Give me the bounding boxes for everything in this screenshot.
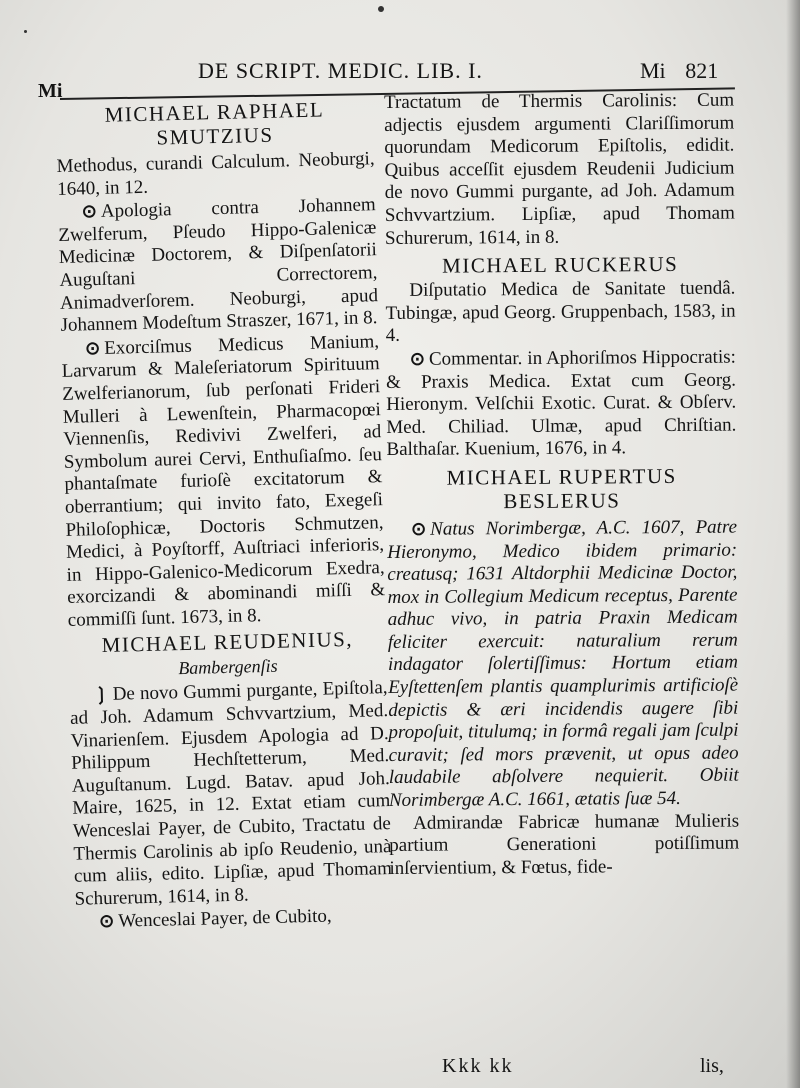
entry-paragraph xyxy=(61,330,386,632)
section-mark-icon: ⊙ xyxy=(81,201,98,222)
page-number: 821 xyxy=(685,58,719,83)
signature-mark: Kkk kk xyxy=(442,1055,514,1077)
heading-line: SMUTZIUS xyxy=(156,122,274,150)
entry-paragraph: Admirandæ Fabricæ humanæ Mulieris partium Generationi potiſſimum inſervientium, & Fœtus, fide- xyxy=(389,810,740,879)
heading-line: MICHAEL RUPERTUS xyxy=(446,463,677,490)
entry-paragraph-text: Exorciſmus Medicus Manium, Larvarum & Maleſeriatorum Spirituum Zwelferianorum, ſub perſonati Frideri Mulleri à Lewenſtein, Pharmacopœi Viennenſis, Redivivi Zwelferi, ad Symbolum aurei Cervi, Enthuſiaſmo. ſeu phantaſmate furioſè excitatorum & oberrantium; qui invito fato, Exegeſi Philoſophicæ, Doctoris Schmutzen, Medici, à Poyſtorff, Auſtriaci inferioris, in Hippo-Galenico-Medicorum Exedra, exorcizandi & abominandi miſſi & commiſſi ſunt. 1673, in 8. xyxy=(61,330,386,631)
entry-paragraph-text: Apologia contra Johannem Zwelferum, Pſeudo Hippo-Galenicæ Medicinæ Doctorem, & Diſpenſatorii Auguſtani Correctorem, Animadverſorem. Neoburgi, apud Johannem Modeſtum Straszer, 1671, in 8. xyxy=(58,194,379,337)
running-head-title: DE SCRIPT. MEDIC. LIB. I. xyxy=(198,58,483,83)
running-head-right-marker: Mi xyxy=(640,58,666,83)
entry-heading-beslerus xyxy=(387,463,737,513)
running-head-right xyxy=(640,58,718,84)
section-mark-icon: ⊙ xyxy=(409,348,426,369)
section-mark-icon: ⊙ xyxy=(98,911,115,932)
catchword: lis, xyxy=(700,1055,724,1077)
entry-heading-reudenius: MICHAEL REUDENIUS, xyxy=(101,627,354,658)
right-column xyxy=(384,90,739,881)
print-speck xyxy=(378,6,384,12)
entry-paragraph-text: Commentar. in Aphoriſmos Hippocratis: & Praxis Medica. Extat cum Georg. Hieronym. Velſchii Exotic. Curat. & Obſerv. Med. Chiliad. Ulmæ, apud Chriſtian. Balthaſar. Kuenium, 1676, in 4. xyxy=(385,346,737,461)
continued-paragraph: Tractatum de Thermis Carolinis: Cum adjectis ejusdem argumenti Clariſſimorum quorundam Medicorum Epiſtolis, edidit. Quibus acceſſit ejusdem Reudenii Judicium de novo Gummi purgante, ad Joh. Adamum Schvvartzium. Lipſiæ, apud Thomam Schurerum, 1614, in 8. xyxy=(384,89,735,249)
print-speck xyxy=(24,30,27,33)
entry-paragraph xyxy=(386,345,737,461)
entry-paragraph-text: Wenceslai Payer, de Cubito, xyxy=(117,905,332,933)
entry-paragraph xyxy=(387,515,739,812)
entry-paragraph xyxy=(58,193,379,337)
heading-line: BESLERUS xyxy=(503,488,621,514)
bracket-mark-icon: ❳ xyxy=(93,684,109,705)
entry-paragraph-text: De novo Gummi purgante, Epiſtola, ad Joh. Adamum Schvvartzium, Med. Vinarienſem. Ejusdem Apologia ad D. Philippum Hechſtetterum, Med. Auguſtanum. Lugd. Batav. apud Joh. Maire, 1625, in 12. Extat etiam cum Wenceslai Payer, de Cubito, Tractatu de Thermis Carolinis ab ipſo Reudenio, unà cum aliis, edito. Lipſiæ, apud Thomam Schurerum, 1614, in 8. xyxy=(69,677,393,910)
entry-paragraph: Methodus, curandi Calculum. Neoburgi, 1640, in 12. xyxy=(56,148,375,200)
section-mark-icon: ⊙ xyxy=(410,518,427,539)
entry-heading-smutzius xyxy=(55,96,374,152)
section-mark-icon: ⊙ xyxy=(84,337,101,359)
entry-heading-ruckerus: MICHAEL RUCKERUS xyxy=(442,252,679,278)
entry-paragraph: Diſputatio Medica de Sanitate tuendâ. Tubingæ, apud Georg. Gruppenbach, 1583, in 4. xyxy=(385,277,736,347)
entry-paragraph xyxy=(69,677,392,912)
running-head-left-marker: Mi xyxy=(38,80,63,102)
left-column xyxy=(55,90,393,935)
entry-paragraph-text: Natus Norimbergæ, A.C. 1607, Patre Hieronymo, Medico ibidem primario: creatusq; 1631 Altdorphii Medicinæ Doctor, mox in Collegium Medicum receptus, Parente adhuc vivo, in patria Praxin Medicam feliciter exercuit: naturalium rerum indagator ſolertiſſimus: Hortum etiam Eyſtettenſem plantis quamplurimis artificioſè depictis & æri incidendis augere ſibi propoſuit, titulumq; in formâ regali jam ſculpi curavit; ſed mors prævenit, ut opus adeo laudabile abſolvere nequierit. Obiit Norimbergæ A.C. 1661, ætatis ſuæ 54. xyxy=(387,516,739,812)
entry-subheading: Bambergenſis xyxy=(178,656,278,679)
heading-line: MICHAEL RAPHAEL xyxy=(104,97,325,127)
